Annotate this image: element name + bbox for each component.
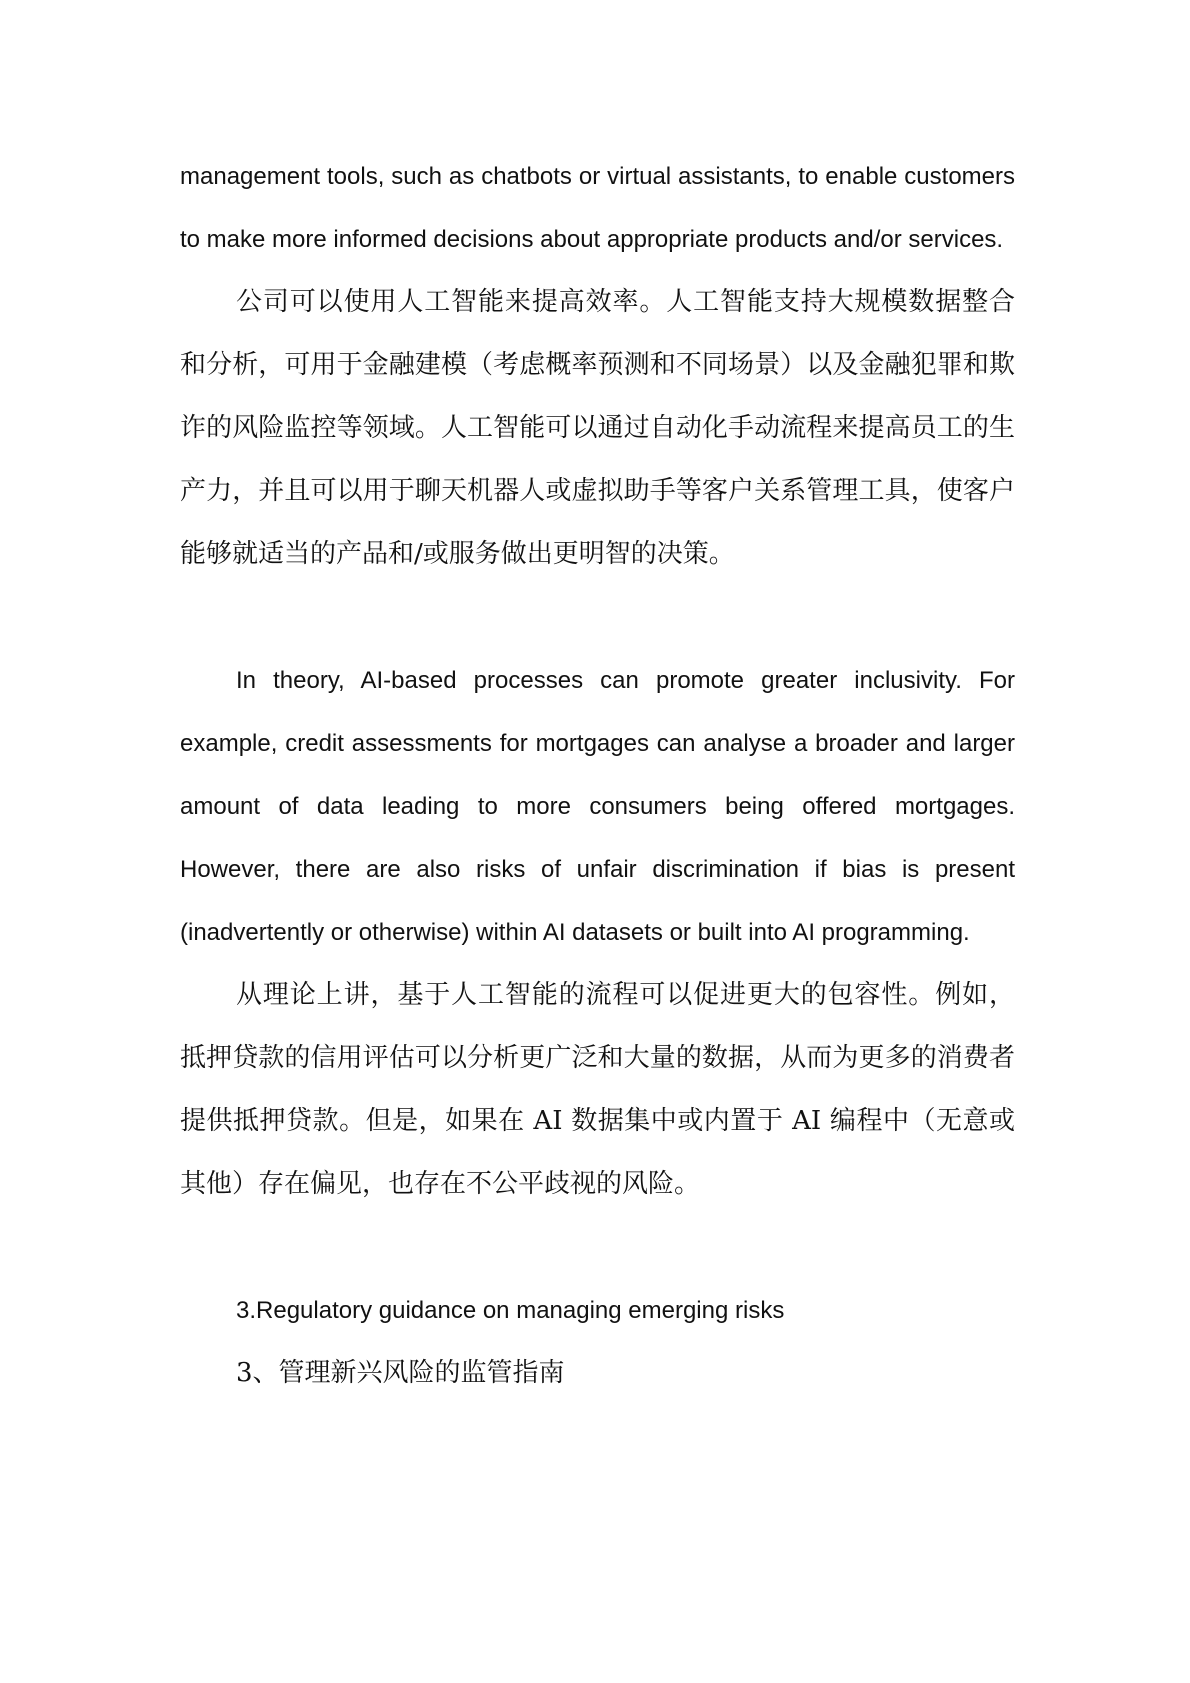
paragraph-2-chinese: 从理论上讲，基于人工智能的流程可以促进更大的包容性。例如，抵押贷款的信用评估可以分析更广泛和大量的数据，从而为更多的消费者提供抵押贷款。但是，如果在 AI 数据集中或内置于 AI 编程中（无意或其他）存在偏见，也存在不公平歧视的风险。 — [180, 980, 1015, 1199]
paragraph-2-english: In theory, AI-based processes can promote greater inclusivity. For example, credit assessments for mortgages can analyse a broader and larger amount of data leading to more consumers being offered mortgages. However, there are also risks of unfair discrimination if bias is present (inadvertently or otherwise) within AI datasets or built into AI programming. — [180, 667, 1015, 946]
paragraph-1-chinese: 公司可以使用人工智能来提高效率。人工智能支持大规模数据整合和分析，可用于金融建模（考虑概率预测和不同场景）以及金融犯罪和欺诈的风险监控等领域。人工智能可以通过自动化手动流程来提高员工的生产力，并且可以用于聊天机器人或虚拟助手等客户关系管理工具，使客户能够就适当的产品和/或服务做出更明智的决策。 — [180, 287, 1015, 569]
page-content — [180, 145, 1015, 1405]
paragraph-spacer — [180, 1216, 1015, 1279]
section-3-heading-english: 3.Regulatory guidance on managing emerging risks — [236, 1297, 785, 1324]
paragraph-spacer — [180, 586, 1015, 649]
paragraph-1-english: management tools, such as chatbots or virtual assistants, to enable customers to make more informed decisions about appropriate products and/or services. — [180, 163, 1015, 253]
section-3-heading-chinese: 3、管理新兴风险的监管指南 — [236, 1358, 565, 1388]
